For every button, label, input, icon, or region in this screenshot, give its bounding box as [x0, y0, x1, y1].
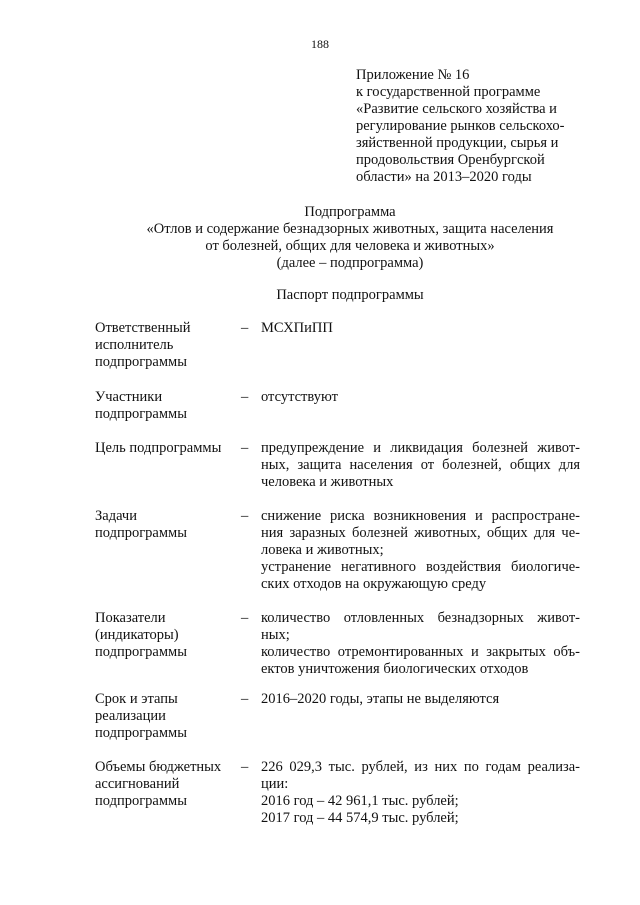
row-dash: –	[241, 508, 249, 524]
value-line: устранение негативного воздействия биологиче-	[261, 559, 580, 575]
label-line: Объемы бюджетных	[95, 759, 222, 775]
value-line: количество отремонтированных и закрытых объ-	[261, 644, 580, 660]
label-line: (индикаторы)	[95, 627, 179, 643]
row-dash: –	[241, 691, 249, 707]
row-value	[261, 389, 580, 406]
value-line: ных;	[261, 627, 290, 643]
row-label	[95, 759, 235, 810]
label-line: исполнитель	[95, 337, 174, 353]
label-line: ассигнований	[95, 776, 180, 792]
value-line: МСХПиПП	[261, 320, 333, 336]
value-line: 226 029,3 тыс. рублей, из них по годам реализа-	[261, 759, 580, 775]
appendix-line: области» на 2013–2020 годы	[356, 169, 532, 185]
row-value	[261, 691, 580, 708]
row-label	[95, 508, 235, 542]
value-line: 2016 год – 42 961,1 тыс. рублей;	[261, 793, 459, 809]
heading-line: (далее – подпрограмма)	[276, 255, 424, 271]
value-line: ции:	[261, 776, 289, 792]
value-line: человека и животных	[261, 474, 394, 490]
appendix-line: Приложение № 16	[356, 67, 470, 83]
row-value	[261, 508, 580, 593]
value-line: ектов уничтожения биологических отходов	[261, 661, 529, 677]
label-line: Срок и этапы	[95, 691, 178, 707]
heading-line: «Отлов и содержание безнадзорных животных, защита населения	[146, 221, 554, 237]
appendix-line: регулирование рынков сельскохо-	[356, 118, 565, 134]
label-line: подпрограммы	[95, 354, 187, 370]
label-line: Показатели	[95, 610, 166, 626]
appendix-line: к государственной программе	[356, 84, 541, 100]
row-dash: –	[241, 610, 249, 626]
label-line: Ответственный	[95, 320, 191, 336]
value-line: 2016–2020 годы, этапы не выделяются	[261, 691, 500, 707]
row-value	[261, 759, 580, 827]
value-line: отсутствуют	[261, 389, 338, 405]
label-line: реализации	[95, 708, 166, 724]
heading-line: от болезней, общих для человека и животных»	[205, 238, 495, 254]
passport-title: Паспорт подпрограммы	[276, 287, 424, 303]
label-line: Задачи	[95, 508, 137, 524]
appendix-note	[356, 67, 596, 186]
label-line: подпрограммы	[95, 644, 187, 660]
heading-line: Подпрограмма	[304, 204, 396, 220]
appendix-line: продовольствия Оренбургской	[356, 152, 545, 168]
value-line: предупреждение и ликвидация болезней живот-	[261, 440, 580, 456]
appendix-line: «Развитие сельского хозяйства и	[356, 101, 557, 117]
value-line: ния заразных болезней животных, общих для че-	[261, 525, 580, 541]
row-dash: –	[241, 389, 249, 405]
label-line: Цель подпрограммы	[95, 440, 222, 456]
label-line: подпрограммы	[95, 525, 187, 541]
row-dash: –	[241, 320, 249, 336]
row-label	[95, 320, 235, 371]
row-label	[95, 610, 235, 661]
row-value	[261, 440, 580, 491]
value-line: количество отловленных безнадзорных живот-	[261, 610, 580, 626]
label-line: подпрограммы	[95, 725, 187, 741]
row-label	[95, 389, 235, 423]
row-dash: –	[241, 440, 249, 456]
row-value	[261, 320, 580, 337]
value-line: снижение риска возникновения и распростране-	[261, 508, 580, 524]
value-line: ных, защита населения от болезней, общих для	[261, 457, 580, 473]
row-dash: –	[241, 759, 249, 775]
label-line: подпрограммы	[95, 406, 187, 422]
row-value	[261, 610, 580, 678]
label-line: Участники	[95, 389, 163, 405]
appendix-line: зяйственной продукции, сырья и	[356, 135, 559, 151]
row-label	[95, 440, 235, 457]
value-line: ловека и животных;	[261, 542, 384, 558]
page-number: 188	[311, 37, 329, 51]
row-label	[95, 691, 235, 742]
subprogram-heading	[0, 204, 640, 272]
value-line: 2017 год – 44 574,9 тыс. рублей;	[261, 810, 459, 826]
value-line: ских отходов на окружающую среду	[261, 576, 487, 592]
label-line: подпрограммы	[95, 793, 187, 809]
